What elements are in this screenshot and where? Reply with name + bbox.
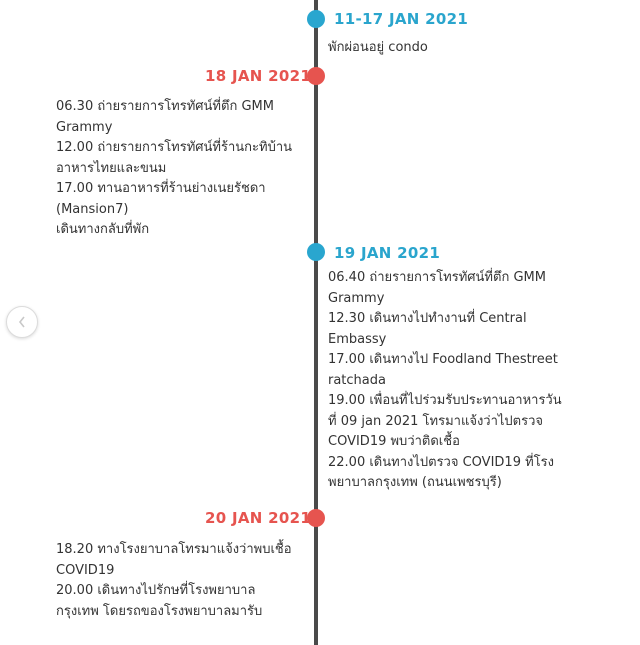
- carousel-prev-button[interactable]: [6, 306, 38, 338]
- entry-line: 17.00 ทานอาหารที่ร้านย่างเนยรัชดา: [56, 181, 266, 196]
- timeline-date: 11-17 JAN 2021: [334, 10, 469, 28]
- entry-line: COVID19 พบว่าติดเชื้อ: [328, 434, 460, 449]
- entry-line: 17.00 เดินทางไป Foodland Thestreet: [328, 352, 558, 367]
- entry-line: 06.40 ถ่ายรายการโทรทัศน์ที่ตึก GMM: [328, 270, 546, 285]
- entry-line: 12.30 เดินทางไปทำงานที่ Central: [328, 311, 527, 326]
- entry-line: 12.00 ถ่ายรายการโทรทัศน์ที่ร้านกะทิบ้าน: [56, 140, 293, 155]
- chevron-left-icon: [17, 315, 27, 329]
- timeline-date: 20 JAN 2021: [205, 509, 312, 527]
- entry-line: 18.20 ทางโรงยาบาลโทรมาแจ้งว่าพบเชื้อ: [56, 542, 292, 557]
- timeline-entry: [56, 540, 292, 622]
- entry-line: ratchada: [328, 372, 386, 388]
- timeline-line: [314, 0, 318, 645]
- entry-line: 06.30 ถ่ายรายการโทรทัศน์ที่ตึก GMM: [56, 99, 274, 114]
- entry-line: พักผ่อนอยู่ condo: [328, 40, 428, 55]
- entry-line: COVID19: [56, 562, 115, 578]
- timeline-date: 18 JAN 2021: [205, 67, 312, 85]
- timeline-dot-blue: [307, 243, 325, 261]
- entry-line: 19.00 เพื่อนที่ไปร่วมรับประทานอาหารวัน: [328, 393, 562, 408]
- entry-line: Grammy: [56, 119, 113, 135]
- timeline-entry: [328, 268, 562, 494]
- entry-line: 22.00 เดินทางไปตรวจ COVID19 ที่โรง: [328, 454, 554, 470]
- entry-line: (Mansion7): [56, 201, 129, 217]
- entry-line: กรุงเทพ โดยรถของโรงพยาบาลมารับ: [56, 603, 263, 619]
- timeline-dot-blue: [307, 10, 325, 28]
- entry-line: 20.00 เดินทางไปรักษที่โรงพยาบาล: [56, 583, 256, 598]
- entry-line: อาหารไทยและขนม: [56, 160, 167, 176]
- entry-line: Grammy: [328, 290, 385, 306]
- entry-line: เดินทางกลับที่พัก: [56, 222, 150, 237]
- timeline-date: 19 JAN 2021: [334, 244, 441, 262]
- entry-line: พยาบาลกรุงเทพ (ถนนเพชรบุรี): [328, 475, 502, 490]
- entry-line: ที่ 09 jan 2021 โทรมาแจ้งว่าไปตรวจ: [328, 413, 544, 429]
- timeline-entry: [328, 38, 428, 59]
- entry-line: Embassy: [328, 331, 387, 347]
- timeline-entry: [56, 97, 292, 241]
